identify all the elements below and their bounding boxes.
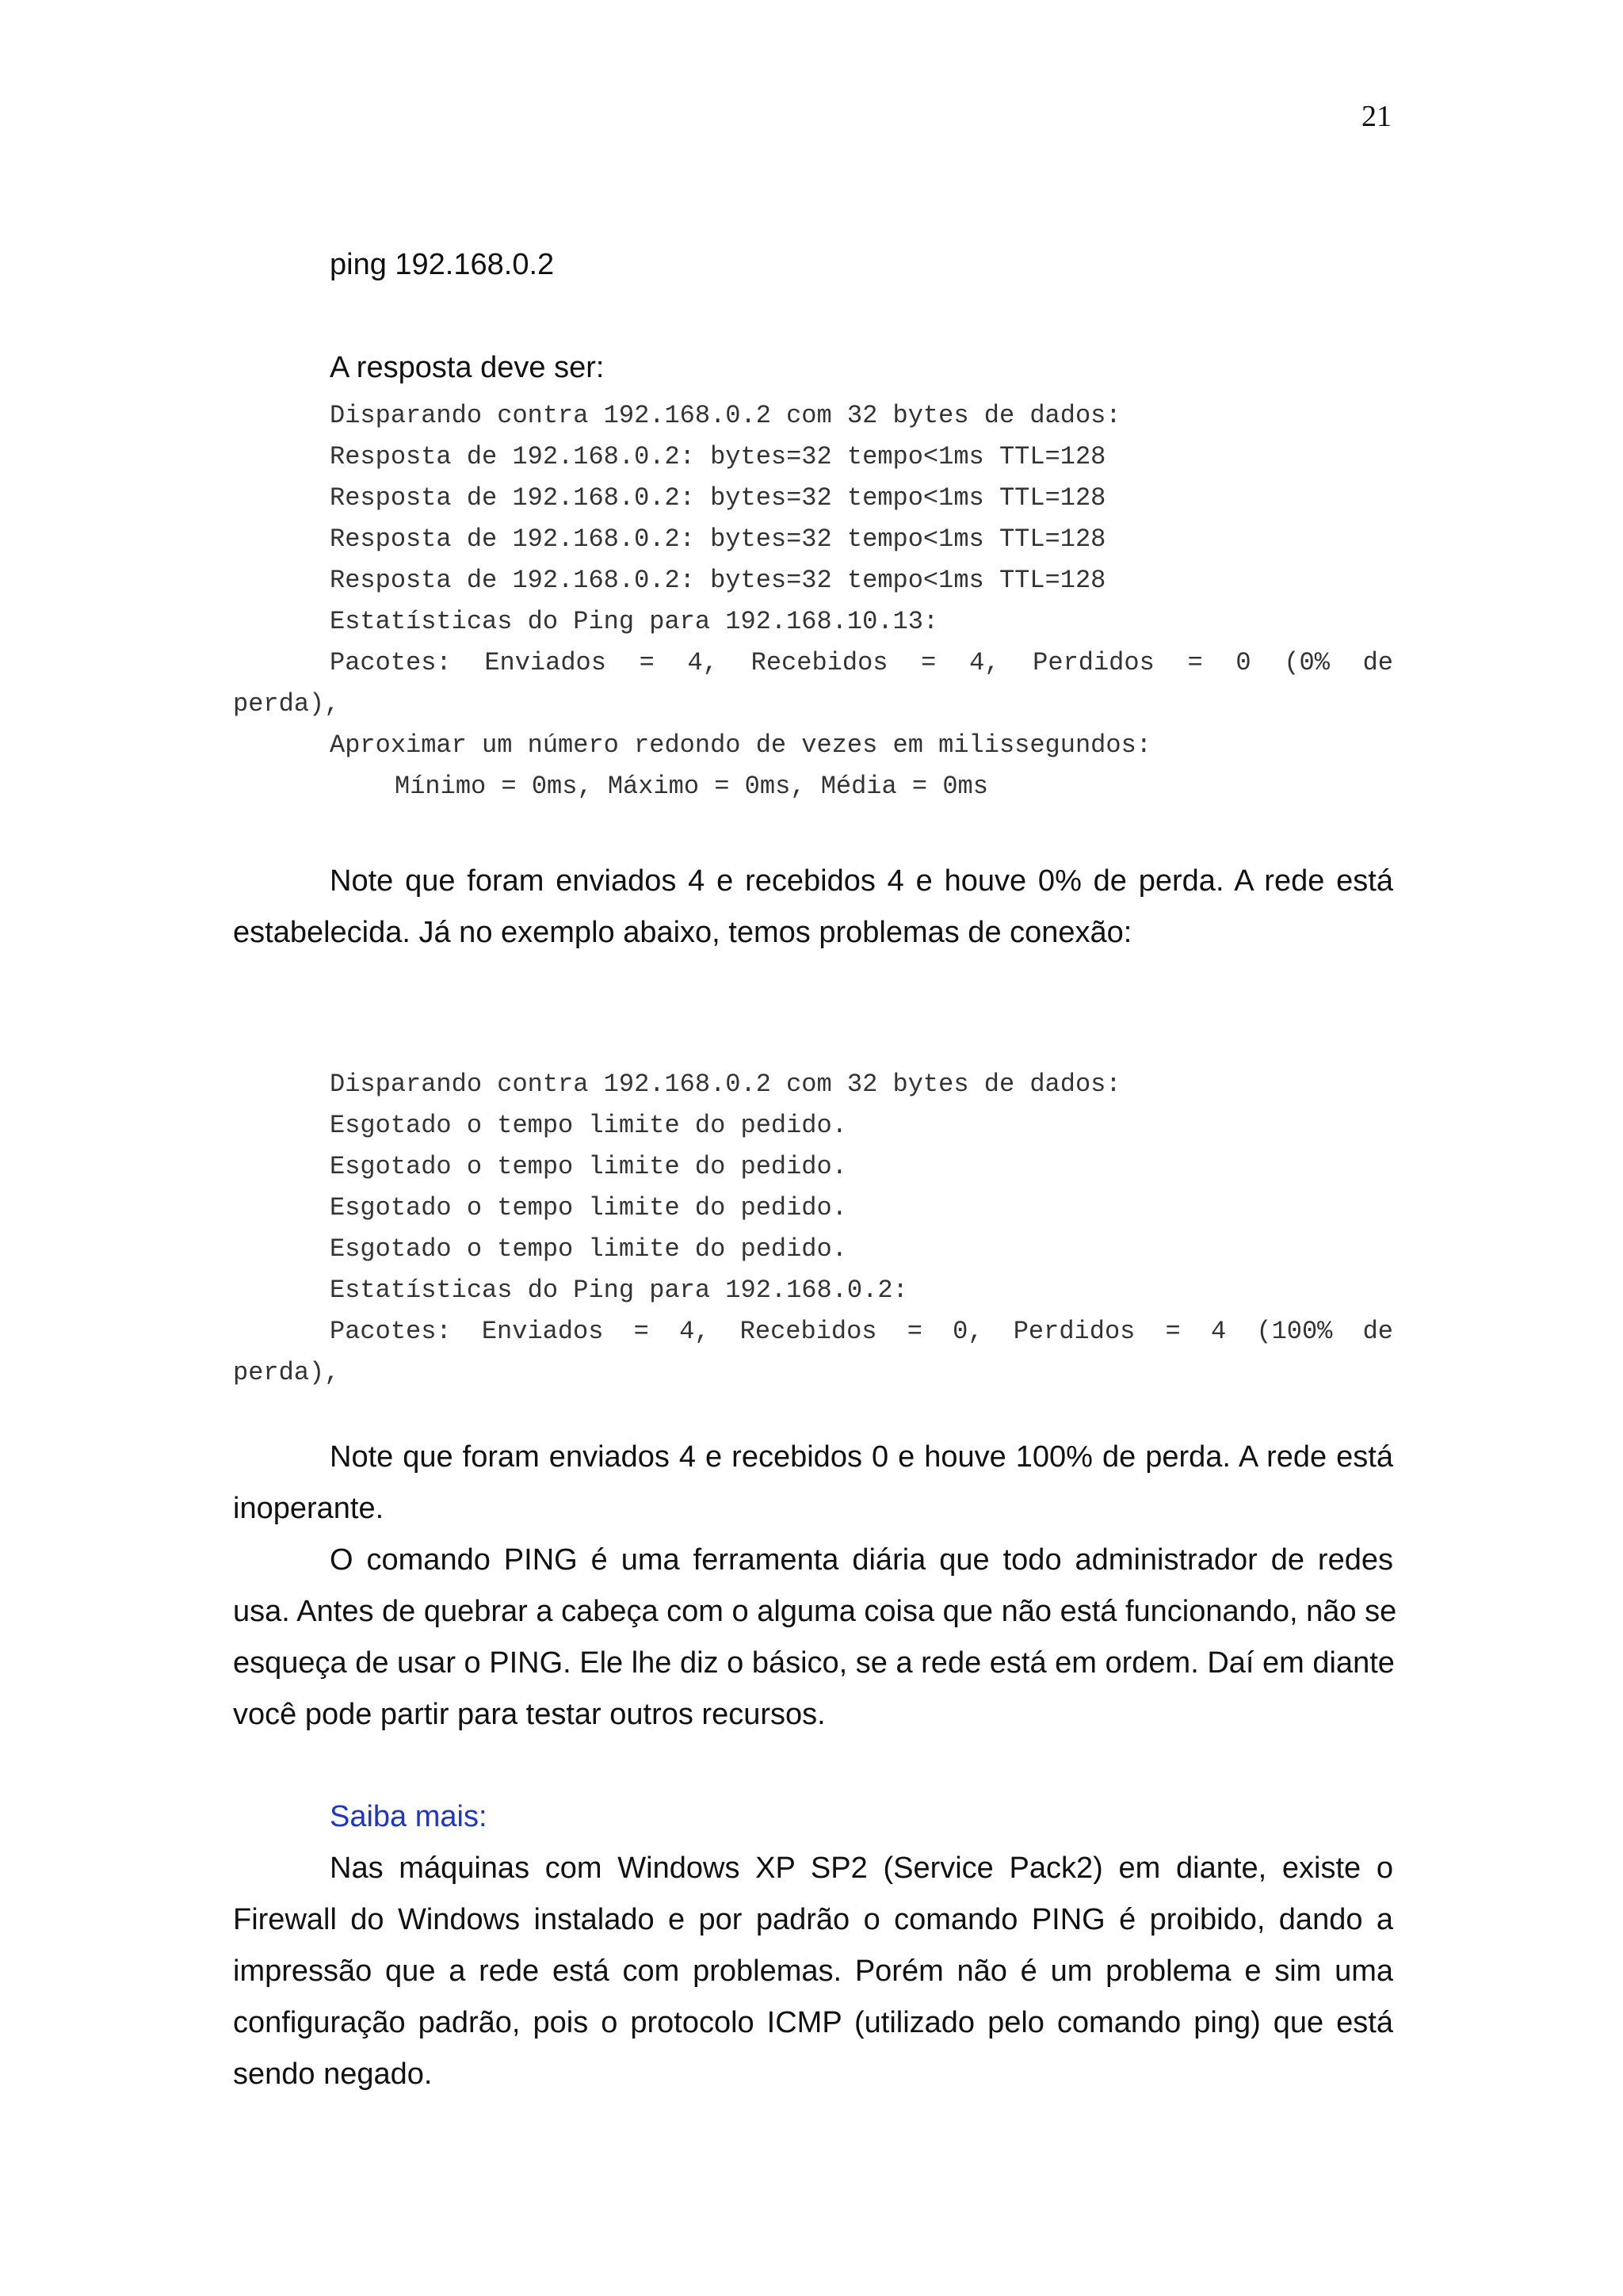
paragraph-line: sendo negado. (233, 2058, 433, 2091)
saiba-mais-heading: Saiba mais: (330, 1800, 487, 1833)
output-line: Disparando contra 192.168.0.2 com 32 bytes de dados: (330, 1070, 1121, 1099)
paragraph-line: Note que foram enviados 4 e recebidos 0 e houve 100% de perda. A rede está (330, 1440, 1393, 1474)
paragraph-line: você pode partir para testar outros recursos. (233, 1698, 826, 1731)
output-line: Estatísticas do Ping para 192.168.0.2: (330, 1276, 908, 1305)
paragraph-line: inoperante. (233, 1492, 384, 1525)
output-line: Aproximar um número redondo de vezes em milissegundos: (330, 730, 1151, 760)
paragraph-line: esqueça de usar o PING. Ele lhe diz o básico, se a rede está em ordem. Daí em diante (233, 1646, 1395, 1680)
paragraph-line: usa. Antes de quebrar a cabeça com o alguma coisa que não está funcionando, não se (233, 1595, 1397, 1628)
output-line: Esgotado o tempo limite do pedido. (330, 1193, 847, 1222)
output-line: Resposta de 192.168.0.2: bytes=32 tempo<1ms TTL=128 (330, 442, 1106, 471)
output-line: Esgotado o tempo limite do pedido. (330, 1234, 847, 1264)
output-line: Resposta de 192.168.0.2: bytes=32 tempo<1ms TTL=128 (330, 483, 1106, 513)
paragraph-line: O comando PING é uma ferramenta diária que todo administrador de redes (330, 1543, 1393, 1577)
output-line: perda), (233, 689, 340, 719)
output-line: Mínimo = 0ms, Máximo = 0ms, Média = 0ms (395, 772, 988, 801)
ping-command: ping 192.168.0.2 (330, 248, 555, 281)
output-line: Resposta de 192.168.0.2: bytes=32 tempo<1ms TTL=128 (330, 524, 1106, 554)
output-line: Estatísticas do Ping para 192.168.10.13: (330, 607, 939, 636)
output-line: Esgotado o tempo limite do pedido. (330, 1152, 847, 1181)
paragraph-line: Note que foram enviados 4 e recebidos 4 e houve 0% de perda. A rede está (330, 864, 1393, 898)
response-intro: A resposta deve ser: (330, 351, 605, 384)
output-line: Resposta de 192.168.0.2: bytes=32 tempo<1ms TTL=128 (330, 566, 1106, 595)
paragraph-line: configuração padrão, pois o protocolo ICMP (utilizado pelo comando ping) que está (233, 2006, 1393, 2039)
output-line: Esgotado o tempo limite do pedido. (330, 1111, 847, 1140)
output-line: Pacotes: Enviados = 4, Recebidos = 0, Perdidos = 4 (100% de (330, 1317, 1393, 1346)
output-line: perda), (233, 1358, 340, 1387)
output-line: Disparando contra 192.168.0.2 com 32 bytes de dados: (330, 401, 1121, 430)
paragraph-line: Nas máquinas com Windows XP SP2 (Service Pack2) em diante, existe o (330, 1852, 1393, 1885)
paragraph-line: estabelecida. Já no exemplo abaixo, temos problemas de conexão: (233, 916, 1132, 949)
page-number: 21 (1361, 100, 1392, 133)
paragraph-line: impressão que a rede está com problemas. Porém não é um problema e sim uma (233, 1955, 1393, 1988)
paragraph-line: Firewall do Windows instalado e por padrão o comando PING é proibido, dando a (233, 1903, 1393, 1936)
output-line: Pacotes: Enviados = 4, Recebidos = 4, Perdidos = 0 (0% de (330, 648, 1393, 677)
